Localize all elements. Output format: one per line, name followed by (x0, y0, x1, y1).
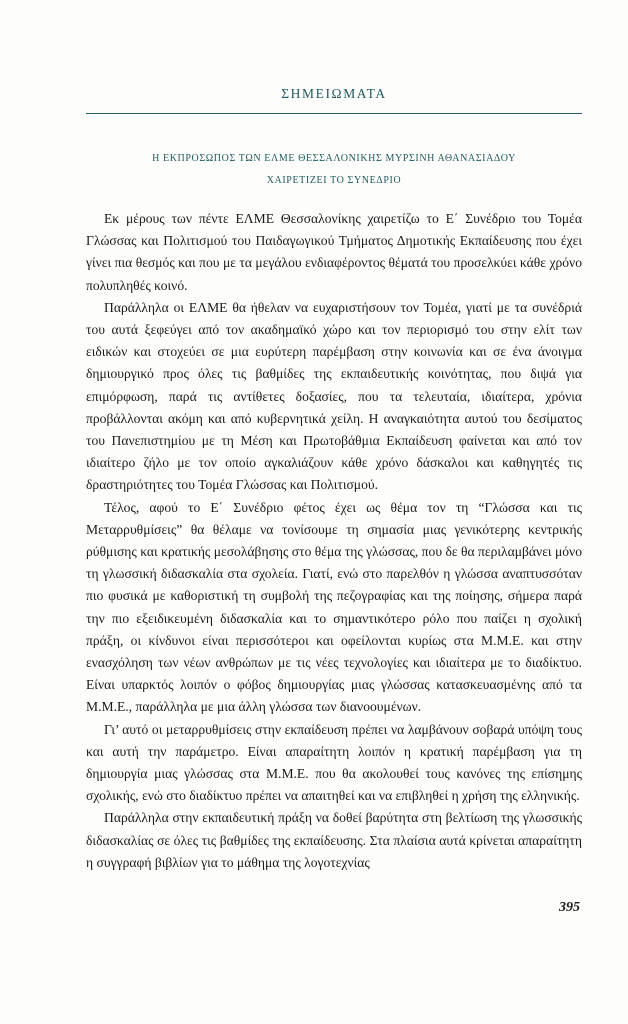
paragraph-3: Τέλος, αφού το Ε΄ Συνέδριο φέτος έχει ως θέμα τον τη “Γλώσσα και τις Μεταρρυθμίσεις” θα θέλαμε να τονίσουμε τη σημασία μιας γενικότερης κεντρικής ρύθμισης και κρατικής μεσολάβησης στο θέμα της γλώσσας, που δε θα περιλαμβάνει μόνο τη γλωσσική διδασκαλία στα σχολεία. Γιατί, ενώ στο παρελθόν η γλώσσα αναπτυσσόταν πιο φυσικά με καθοριστική τη συμβολή της πεζογραφίας και της ποίησης, σήμερα παρά την πιο εξειδικευμένη διδασκαλία και το σημαντικότερο ρόλο που παίζει η σχολική πράξη, οι κίνδυνοι είναι περισσότεροι και οφείλονται κυρίως στα Μ.Μ.Ε. και στην ενασχόληση των νέων ανθρώπων με τις νέες τεχνολογίες και ιδιαίτερα με το διαδίκτυο. Είναι υπαρκτός λοιπόν ο φόβος δημιουργίας μιας γλώσσας κατασκευασμένης από τα Μ.Μ.Ε., παράλληλα με μια άλλη γλώσσα των διανοουμένων. (86, 499, 582, 715)
article-title-line-1: Η ΕΚΠΡΟΣΩΠΟΣ ΤΩΝ ΕΛΜΕ ΘΕΣΣΑΛΟΝΙΚΗΣ ΜΥΡΣΙΝΗ ΑΘΑΝΑΣΙΑΔΟΥ (152, 153, 516, 164)
paragraph-2: Παράλληλα οι ΕΛΜΕ θα ήθελαν να ευχαριστήσουν τον Τομέα, γιατί με τα συνέδριά του αυτά ξεφεύγει από τον ακαδημαϊκό χώρο και τον περιορισμό του στην ελίτ των ειδικών και στοχεύει σε μια ευρύτερη παρέμβαση στην κοινωνία και σε ένα άνοιγμα δημιουργικό προς όλες τις βαθμίδες της εκπαιδευτικής κοινότητας, που διψά για επιμόρφωση, παρά τις αντίθετες δοξασίες, που τα τελευταία, ιδιαίτερα, χρόνια προβάλλονται ακόμη και από κυβερνητικά χείλη. Η αναγκαιότητα αυτού του δεσίματος του Πανεπιστημίου με τη Μέση και Πρωτοβάθμια Εκπαίδευση φαίνεται και από τον ιδιαίτερο ζήλο με τον οποίο αγκαλιάζουν κάθε χρόνο δάσκαλοι και καθηγητές τις δραστηριότητες του Τομέα Γλώσσας και Πολιτισμού. (86, 299, 582, 493)
article-body (86, 208, 582, 874)
paragraph-4: Γι’ αυτό οι μεταρρυθμίσεις στην εκπαίδευση πρέπει να λαμβάνουν σοβαρά υπόψη τους και αυτή την παράμετρο. Είναι απαραίτητη λοιπόν η κρατική παρέμβαση για τη δημιουργία μιας γλώσσας στα Μ.Μ.Ε. που θα ακολουθεί τους κανόνες της επίσημης σχολικής, ενώ στο διαδίκτυο πρέπει να απαιτηθεί και να επιβληθεί η χρήση της ελληνικής. (86, 721, 582, 804)
section-title: ΣΗΜΕΙΩΜΑΤΑ (281, 86, 387, 101)
header-divider (86, 113, 582, 114)
page-number: 395 (559, 900, 580, 915)
paragraph-5: Παράλληλα στην εκπαιδευτική πράξη να δοθεί βαρύτητα στη βελτίωση της γλωσσικής διδασκαλίας σε όλες τις βαθμίδες της εκπαίδευσης. Στα πλαίσια αυτά κρίνεται απαραίτητη η συγγραφή βιβλίων για το μάθημα της λογοτεχνίας (86, 810, 582, 870)
article-title-line-2: ΧΑΙΡΕΤΙΖΕΙ ΤΟ ΣΥΝΕΔΡΙΟ (266, 175, 402, 186)
paragraph-1: Εκ μέρους των πέντε ΕΛΜΕ Θεσσαλονίκης χαιρετίζω το Ε΄ Συνέδριο του Τομέα Γλώσσας και Πολιτισμού του Παιδαγωγικού Τμήματος Δημοτικής Εκπαίδευσης που έχει γίνει πια θεσμός και που με τα μεγάλου ενδιαφέροντος θέματά του προσελκύει κάθε χρόνο πολυπληθές κοινό. (86, 211, 582, 293)
